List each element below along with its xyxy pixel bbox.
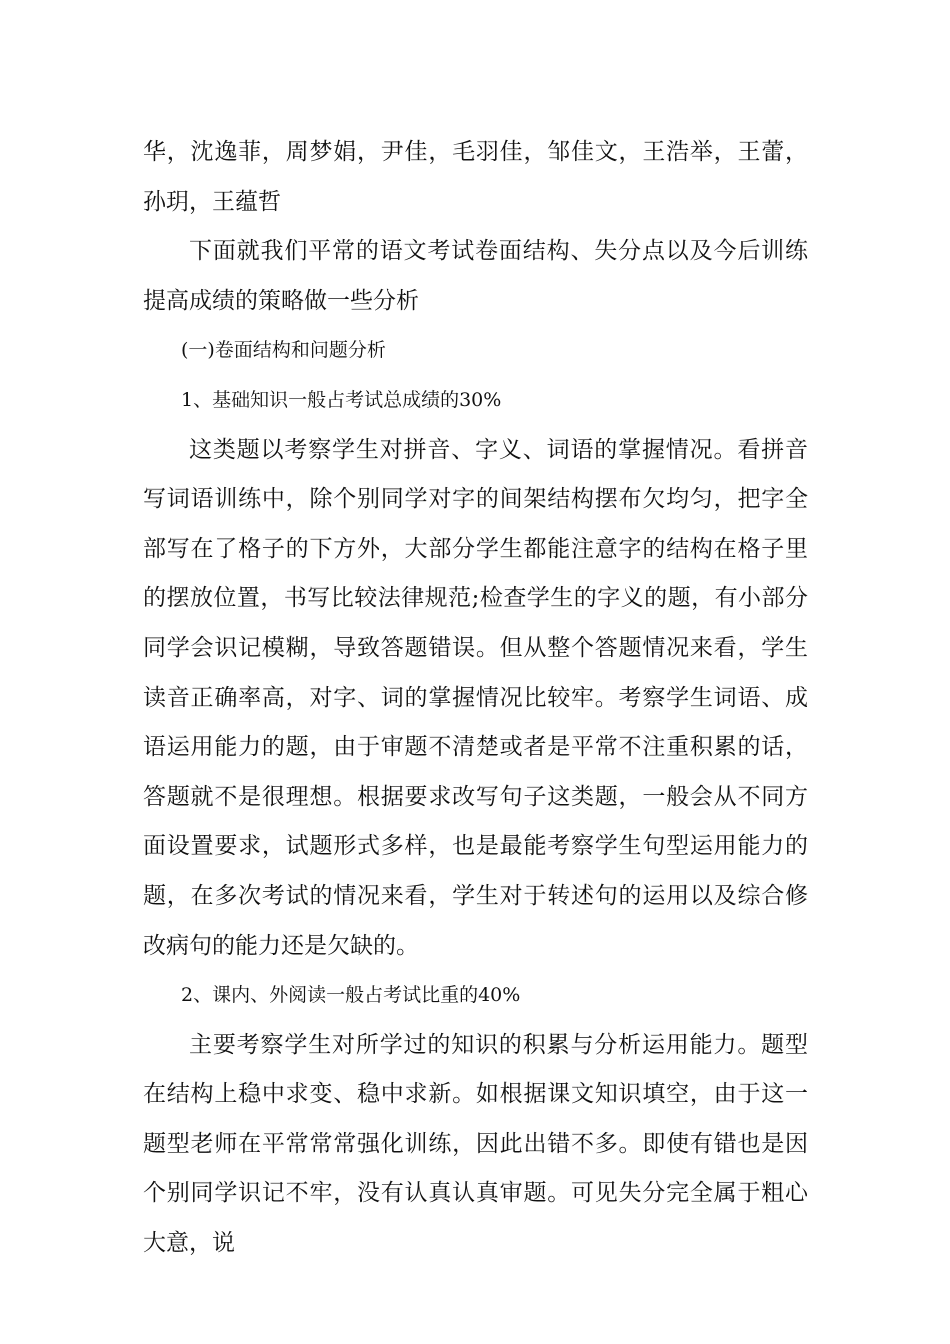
document-page <box>143 128 808 1269</box>
paragraph-intro: 下面就我们平常的语文考试卷面结构、失分点以及今后训练提高成绩的策略做一些分析 <box>143 238 808 314</box>
paragraph-reading: 主要考察学生对所学过的知识的积累与分析运用能力。题型在结构上稳中求变、稳中求新。如根据课文知识填空，由于这一题型老师在平常常常强化训练，因此出错不多。即使有错也是因个别同学识记不牢，没有认真认真审题。可见失分完全属于粗心大意，说 <box>143 1031 808 1257</box>
section-heading: (一)卷面结构和问题分析 <box>181 339 386 362</box>
subheading-basic-knowledge: 1、基础知识一般占考试总成绩的30% <box>181 388 502 411</box>
paragraph-name-list: 华，沈逸菲，周梦娟，尹佳，毛羽佳，邹佳文，王浩举，王蕾，孙玥，王蕴哲 <box>143 139 808 215</box>
subheading-reading: 2、课内、外阅读一般占考试比重的40% <box>181 984 521 1007</box>
paragraph-basic-knowledge: 这类题以考察学生对拼音、字义、词语的掌握情况。看拼音写词语训练中，除个别同学对字的间架结构摆布欠均匀，把字全部写在了格子的下方外，大部分学生都能注意字的结构在格子里的摆放位置，书写比较法律规范;检查学生的字义的题，有小部分同学会识记模糊，导致答题错误。但从整个答题情况来看，学生读音正确率高，对字、词的掌握情况比较牢。考察学生词语、成语运用能力的题，由于审题不清楚或者是平常不注重积累的话，答题就不是很理想。根据要求改写句子这类题，一般会从不同方面设置要求，试题形式多样，也是最能考察学生句型运用能力的题，在多次考试的情况来看，学生对于转述句的运用以及综合修改病句的能力还是欠缺的。 <box>143 436 808 959</box>
